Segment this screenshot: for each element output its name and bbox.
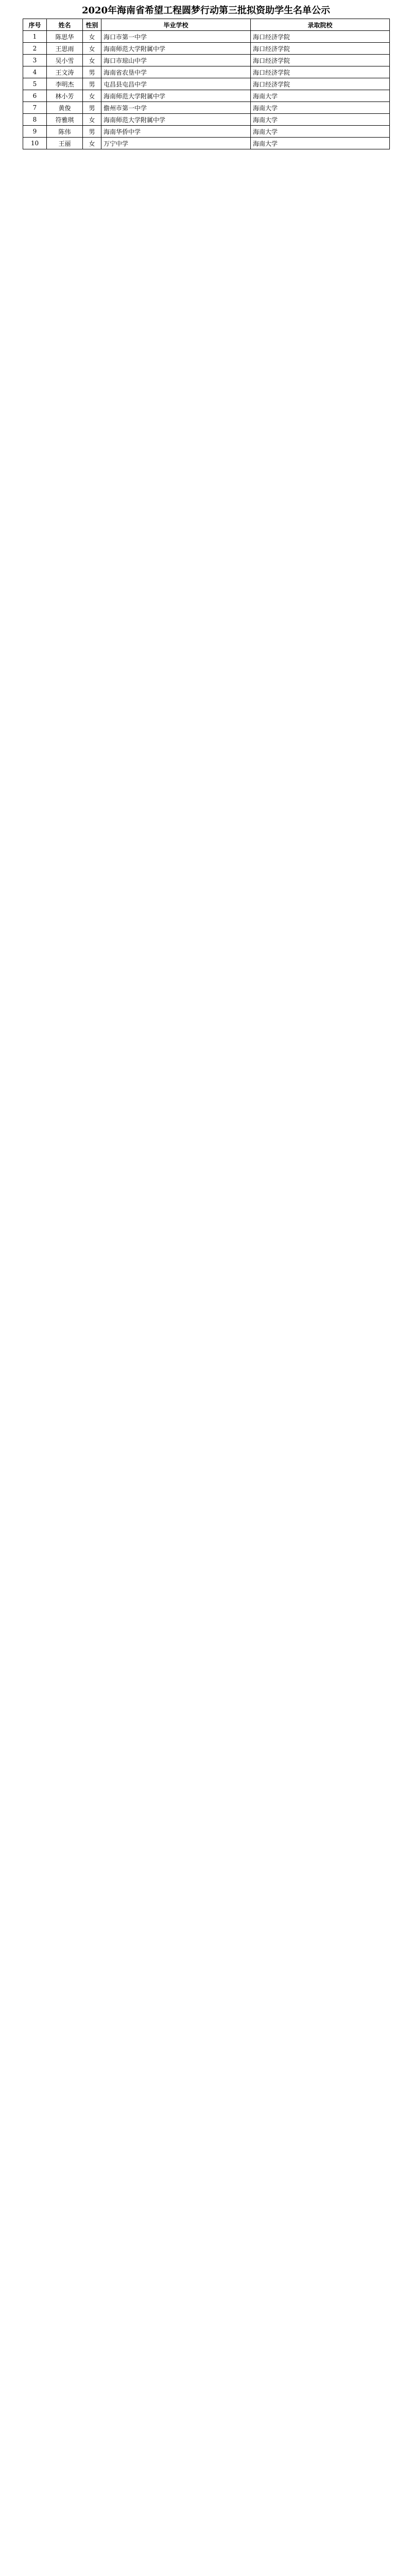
cell-college: 海南大学 <box>251 126 390 138</box>
cell-school: 海南师范大学附属中学 <box>101 114 251 126</box>
header-sex: 性别 <box>83 19 101 31</box>
cell-sex: 女 <box>83 90 101 102</box>
cell-name: 李明杰 <box>47 78 83 90</box>
cell-college: 海南大学 <box>251 102 390 114</box>
table-row <box>23 90 390 102</box>
cell-sex: 男 <box>83 66 101 78</box>
cell-school: 屯昌县屯昌中学 <box>101 78 251 90</box>
cell-sex: 女 <box>83 43 101 55</box>
cell-name: 黄俊 <box>47 102 83 114</box>
cell-name: 王思雨 <box>47 43 83 55</box>
cell-no: 2 <box>23 43 47 55</box>
cell-school: 海南省农垦中学 <box>101 66 251 78</box>
table-row <box>23 138 390 149</box>
cell-school: 海南师范大学附属中学 <box>101 90 251 102</box>
cell-sex: 男 <box>83 78 101 90</box>
cell-college: 海南大学 <box>251 90 390 102</box>
cell-name: 王丽 <box>47 138 83 149</box>
table-body <box>23 31 390 149</box>
cell-no: 6 <box>23 90 47 102</box>
student-list-table <box>23 19 390 149</box>
cell-no: 8 <box>23 114 47 126</box>
cell-school: 海南师范大学附属中学 <box>101 43 251 55</box>
table-row <box>23 126 390 138</box>
table-header-row <box>23 19 390 31</box>
header-name: 姓名 <box>47 19 83 31</box>
cell-no: 4 <box>23 66 47 78</box>
cell-college: 海南大学 <box>251 114 390 126</box>
cell-sex: 女 <box>83 31 101 43</box>
cell-name: 王文涛 <box>47 66 83 78</box>
cell-sex: 女 <box>83 55 101 66</box>
table-row <box>23 102 390 114</box>
cell-sex: 女 <box>83 138 101 149</box>
cell-no: 1 <box>23 31 47 43</box>
cell-school: 海南华侨中学 <box>101 126 251 138</box>
cell-college: 海口经济学院 <box>251 78 390 90</box>
table-row <box>23 66 390 78</box>
cell-college: 海口经济学院 <box>251 43 390 55</box>
cell-school: 万宁中学 <box>101 138 251 149</box>
cell-college: 海南大学 <box>251 138 390 149</box>
cell-name: 陈思华 <box>47 31 83 43</box>
cell-no: 10 <box>23 138 47 149</box>
cell-name: 林小芳 <box>47 90 83 102</box>
table-row <box>23 78 390 90</box>
cell-college: 海口经济学院 <box>251 55 390 66</box>
cell-school: 儋州市第一中学 <box>101 102 251 114</box>
cell-college: 海口经济学院 <box>251 66 390 78</box>
table-row <box>23 55 390 66</box>
cell-sex: 男 <box>83 102 101 114</box>
cell-no: 7 <box>23 102 47 114</box>
cell-no: 9 <box>23 126 47 138</box>
table-row <box>23 114 390 126</box>
cell-school: 海口市第一中学 <box>101 31 251 43</box>
header-college: 录取院校 <box>251 19 390 31</box>
document-title: 2020年海南省希望工程圆梦行动第三批拟资助学生名单公示 <box>81 5 331 16</box>
cell-no: 5 <box>23 78 47 90</box>
cell-sex: 男 <box>83 126 101 138</box>
cell-name: 符雅琪 <box>47 114 83 126</box>
cell-school: 海口市琼山中学 <box>101 55 251 66</box>
cell-college: 海口经济学院 <box>251 31 390 43</box>
cell-name: 吴小雪 <box>47 55 83 66</box>
cell-name: 陈伟 <box>47 126 83 138</box>
cell-no: 3 <box>23 55 47 66</box>
header-school: 毕业学校 <box>101 19 251 31</box>
table-row <box>23 43 390 55</box>
table-row <box>23 31 390 43</box>
header-no: 序号 <box>23 19 47 31</box>
cell-sex: 女 <box>83 114 101 126</box>
